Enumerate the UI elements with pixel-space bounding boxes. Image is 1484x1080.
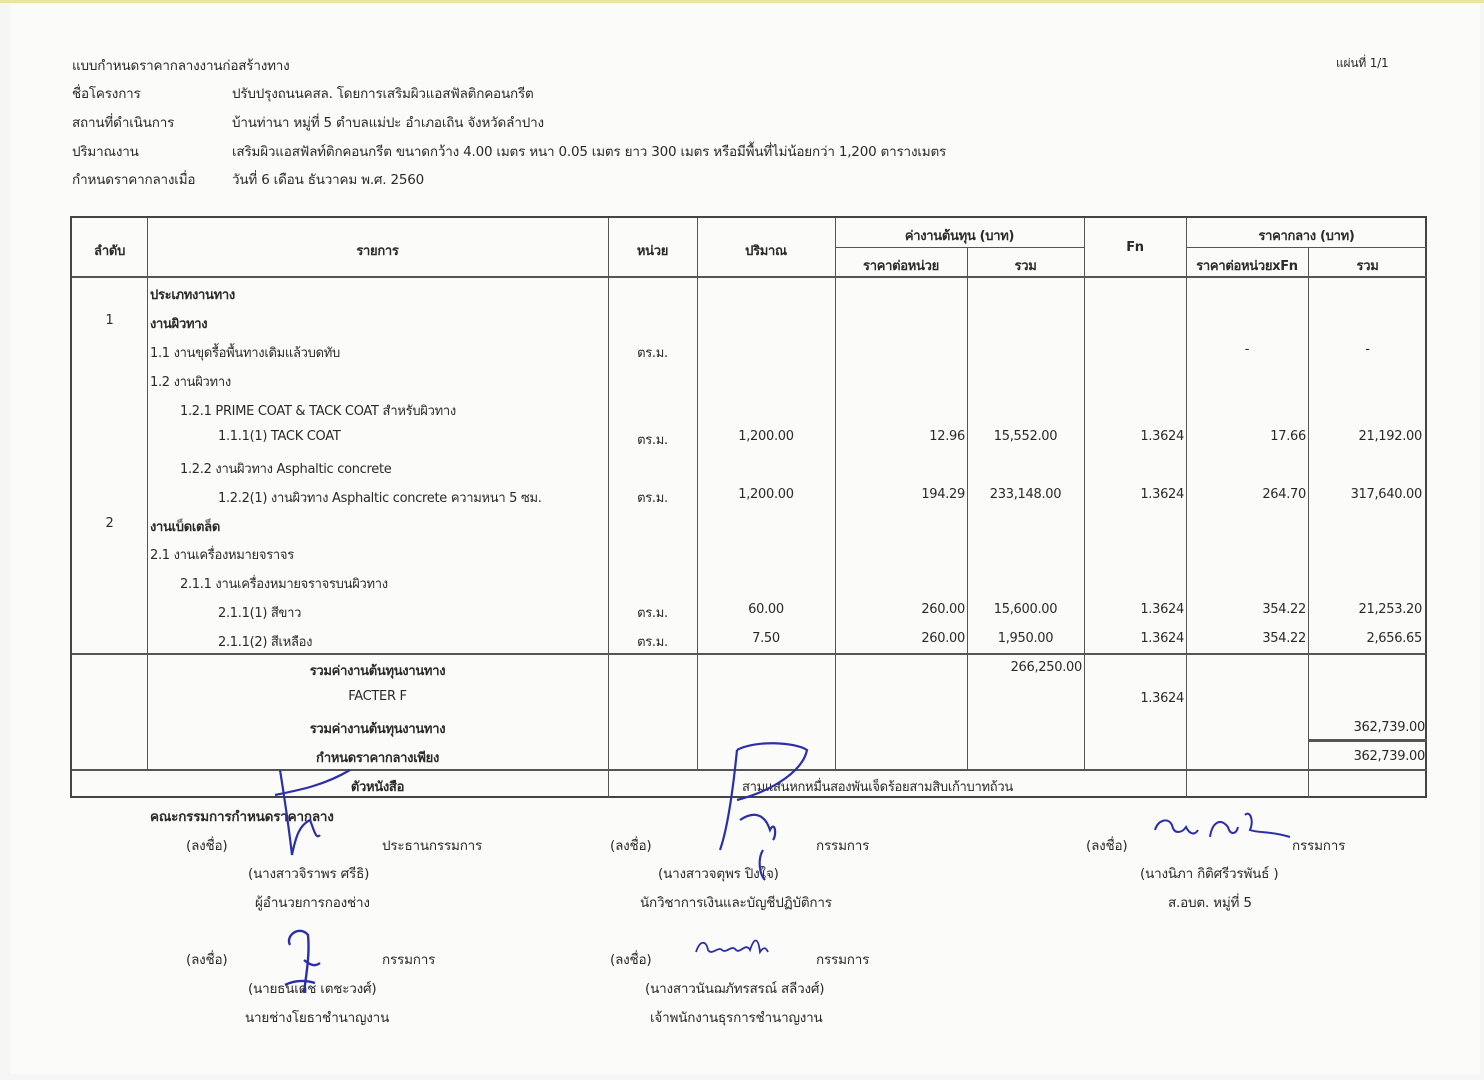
row-fn: 1.3624 (1140, 487, 1184, 502)
row-mid-unit: - (1244, 342, 1250, 357)
col-divider (1186, 218, 1187, 798)
row-fn: 1.3624 (1140, 602, 1184, 617)
row-qty: 60.00 (748, 602, 784, 617)
row-item: ประเภทงานทาง (150, 288, 235, 303)
member-position: ส.อบต. หมู่ที่ 5 (1168, 895, 1252, 911)
date-label: กำหนดราคากลางเมื่อ (72, 172, 196, 188)
row-qty: 1,200.00 (738, 487, 794, 502)
row-cost-total: 233,148.00 (989, 487, 1062, 502)
col-header-mid-total: รวม (1356, 259, 1379, 274)
sign-prefix: (ลงชื่อ) (186, 838, 228, 854)
row-mid-unit: 17.66 (1270, 429, 1306, 444)
col-header-item: รายการ (356, 244, 399, 259)
row-item: งานผิวทาง (150, 317, 208, 332)
words-value: สามแสนหกหมื่นสองพันเจ็ดร้อยสามสิบเก้าบาทถ้วน (742, 780, 1013, 795)
quantity-label: ปริมาณงาน (72, 144, 139, 160)
row-unit: ตร.ม. (637, 433, 668, 448)
sign-prefix: (ลงชื่อ) (186, 952, 228, 968)
row-qty: 1,200.00 (738, 429, 794, 444)
body-divider (72, 653, 1427, 655)
words-label: ตัวหนังสือ (350, 780, 405, 795)
member-position: ผู้อำนวยการกองช่าง (255, 895, 370, 911)
signature-mark (1150, 805, 1300, 849)
signature-mark (692, 932, 772, 966)
form-title: แบบกำหนดราคากลางงานก่อสร้างทาง (72, 58, 290, 74)
row-fn: 1.3624 (1140, 631, 1184, 646)
row-mid-total: 21,253.20 (1358, 602, 1422, 617)
row-mid-total: - (1365, 342, 1370, 357)
scan-top-edge (0, 0, 1484, 3)
row-item: 1.2.1 PRIME COAT & TACK COAT สำหรับผิวทาง (180, 404, 456, 419)
final-price-value: 362,739.00 (1353, 749, 1425, 764)
signature-mark (715, 740, 825, 894)
row-item: 2.1.1 งานเครื่องหมายจราจรบนผิวทาง (180, 577, 388, 592)
quantity-value: เสริมผิวแอสฟัลท์ติกคอนกรีต ขนาดกว้าง 4.00 เมตร หนา 0.05 เมตร ยาว 300 เมตร หรือมีพื้นที่ไม่น้อยกว่า 1,200 ตารางเมตร (232, 144, 947, 160)
row-mid-total: 317,640.00 (1350, 487, 1422, 502)
member-position: เจ้าพนักงานธุรการชำนาญงาน (650, 1010, 823, 1026)
col-header-fn: Fn (1126, 240, 1144, 255)
col-divider (147, 218, 148, 770)
col-divider (967, 248, 968, 770)
header-divider (72, 276, 1427, 278)
total-underline (1308, 739, 1427, 742)
row-cost-unit: 260.00 (921, 602, 965, 617)
location-label: สถานที่ดำเนินการ (72, 115, 175, 131)
signature-mark (280, 925, 330, 999)
row-item: 1.2.2 งานผิวทาง Asphaltic concrete (180, 462, 392, 477)
row-mid-unit: 354.22 (1262, 631, 1306, 646)
row-unit: ตร.ม. (637, 606, 668, 621)
member-role: กรรมการ (1292, 838, 1346, 854)
row-no: 1 (105, 313, 114, 328)
price-table (70, 216, 1427, 798)
col-header-mid-group: ราคากลาง (บาท) (1258, 229, 1355, 244)
signature-mark (270, 765, 360, 869)
row-unit: ตร.ม. (637, 346, 668, 361)
col-header-cost-group: ค่างานต้นทุน (บาท) (904, 229, 1015, 244)
col-header-cost-unit: ราคาต่อหน่วย (863, 259, 939, 274)
member-position: นักวิชาการเงินและบัญชีปฏิบัติการ (640, 895, 832, 911)
col-divider (1308, 248, 1309, 798)
row-item: 1.1 งานขุดรื้อพื้นทางเดิมแล้วบดทับ (150, 346, 340, 361)
row-no: 2 (105, 516, 114, 531)
factor-value: 1.3624 (1140, 691, 1184, 706)
member-role: กรรมการ (816, 838, 870, 854)
member-name: (นางสาวจตุพร ปิงใจ) (658, 866, 779, 882)
member-role: กรรมการ (816, 952, 870, 968)
date-value: วันที่ 6 เดือน ธันวาคม พ.ศ. 2560 (232, 172, 425, 188)
col-divider (608, 218, 609, 798)
total-cost2-label: รวมค่างานต้นทุนงานทาง (309, 722, 446, 737)
row-mid-total: 2,656.65 (1366, 631, 1422, 646)
row-divider (1186, 247, 1427, 248)
total-cost-value: 266,250.00 (1010, 660, 1082, 675)
member-role: ประธานกรรมการ (382, 838, 483, 854)
project-value: ปรับปรุงถนนคสล. โดยการเสริมผิวแอสฟัลติกคอนกรีต (232, 86, 534, 102)
row-cost-unit: 260.00 (921, 631, 965, 646)
row-unit: ตร.ม. (637, 635, 668, 650)
total-cost-label: รวมค่างานต้นทุนงานทาง (309, 664, 446, 679)
row-item: 2.1.1(2) สีเหลือง (218, 635, 313, 650)
project-label: ชื่อโครงการ (72, 86, 141, 102)
sign-prefix: (ลงชื่อ) (610, 952, 652, 968)
committee-title: คณะกรรมการกำหนดราคากลาง (150, 809, 334, 825)
row-unit: ตร.ม. (637, 491, 668, 506)
sign-prefix: (ลงชื่อ) (1086, 838, 1128, 854)
row-mid-unit: 264.70 (1262, 487, 1306, 502)
col-header-mid-unit: ราคาต่อหน่วยxFn (1196, 259, 1298, 274)
row-divider (835, 247, 1084, 248)
member-role: กรรมการ (382, 952, 436, 968)
member-name: (นางสาวจิราพร ศรีธิ) (248, 866, 370, 882)
col-header-cost-total: รวม (1014, 259, 1037, 274)
row-item: 1.2.2(1) งานผิวทาง Asphaltic concrete ความหนา 5 ซม. (218, 491, 542, 506)
member-name: (นางนิภา กิติศรีวรพันธ์ ) (1140, 866, 1279, 882)
row-item: งานเบ็ดเตล็ด (150, 520, 220, 535)
sign-prefix: (ลงชื่อ) (610, 838, 652, 854)
page-number: แผ่นที่ 1/1 (1336, 56, 1389, 70)
row-cost-total: 15,600.00 (993, 602, 1058, 617)
row-mid-unit: 354.22 (1262, 602, 1306, 617)
row-mid-total: 21,192.00 (1358, 429, 1422, 444)
row-fn: 1.3624 (1140, 429, 1184, 444)
final-price-label: กำหนดราคากลางเพียง (315, 751, 439, 766)
row-cost-total: 15,552.00 (993, 429, 1058, 444)
location-value: บ้านท่านา หมู่ที่ 5 ตำบลแม่ปะ อำเภอเถิน จังหวัดลำปาง (232, 115, 544, 131)
col-header-no: ลำดับ (93, 244, 126, 259)
row-item: 2.1.1(1) สีขาว (218, 606, 302, 621)
total-cost2-value: 362,739.00 (1353, 720, 1425, 735)
factor-label: FACTER F (348, 689, 407, 704)
member-position: นายช่างโยธาชำนาญงาน (245, 1010, 390, 1026)
row-cost-unit: 12.96 (929, 429, 965, 444)
row-item: 2.1 งานเครื่องหมายจราจร (150, 548, 294, 563)
row-cost-unit: 194.29 (921, 487, 965, 502)
row-cost-total: 1,950.00 (997, 631, 1054, 646)
member-name: (นายธนเดช เตชะวงศ์) (248, 981, 377, 997)
col-header-qty: ปริมาณ (745, 244, 787, 259)
row-item: 1.2 งานผิวทาง (150, 375, 231, 390)
row-item: 1.1.1(1) TACK COAT (218, 429, 341, 444)
member-name: (นางสาวนันฌภัทรสรณ์ สลีวงศ์) (645, 981, 825, 997)
col-header-unit: หน่วย (636, 244, 669, 259)
row-qty: 7.50 (752, 631, 780, 646)
